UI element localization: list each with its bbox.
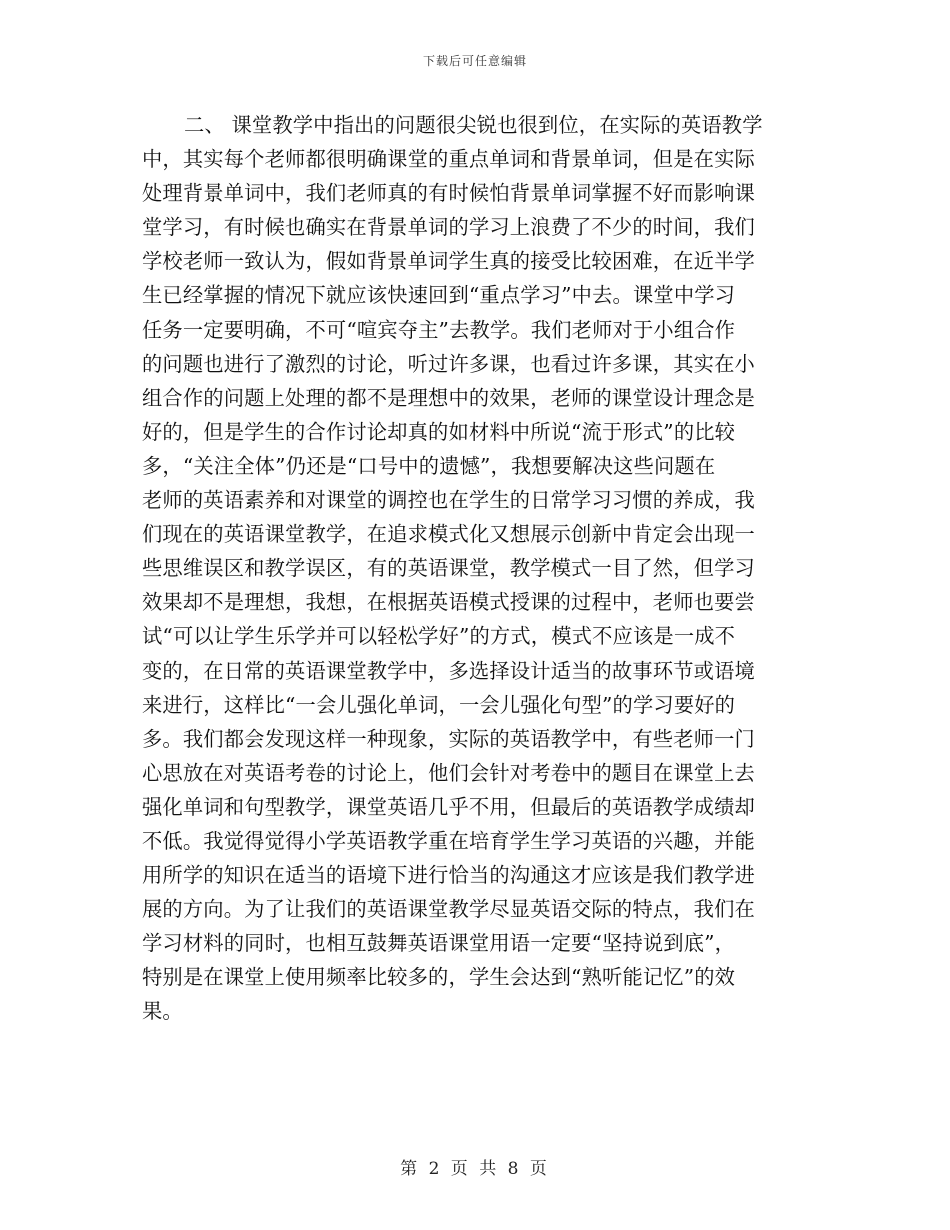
paragraph-line: 变的，在日常的英语课堂教学中，多选择设计适当的故事环节或语境: [142, 658, 755, 683]
paragraph-line: 组合作的问题上处理的都不是理想中的效果，老师的课堂设计理念是: [142, 385, 755, 410]
paragraph-line: 展的方向。为了让我们的英语课堂教学尽显英语交际的特点，我们在: [142, 897, 755, 922]
paragraph-line: 多，“关注全体”仍还是“口号中的遗憾”，我想要解决这些问题在: [142, 453, 716, 478]
paragraph-line: 处理背景单词中，我们老师真的有时候怕背景单词掌握不好而影响课: [142, 181, 755, 206]
paragraph-line: 生已经掌握的情况下就应该快速回到“重点学习”中去。课堂中学习: [142, 283, 736, 308]
paragraph-line: 多。我们都会发现这样一种现象，实际的英语教学中，有些老师一门: [142, 726, 755, 751]
paragraph-line: 来进行，这样比“一会儿强化单词，一会儿强化句型”的学习要好的: [142, 692, 736, 717]
paragraph-line: 学校老师一致认为，假如背景单词学生真的接受比较困难，在近半学: [142, 249, 755, 274]
paragraph-line: 老师的英语素养和对课堂的调控也在学生的日常学习习惯的养成，我: [142, 488, 755, 513]
paragraph-line: 二、 课堂教学中指出的问题很尖锐也很到位，在实际的英语教学: [184, 113, 763, 137]
page-footer: 第 2 页 共 8 页: [400, 1159, 550, 1179]
paragraph-line: 学习材料的同时，也相互鼓舞英语课堂用语一定要“坚持说到底”，: [142, 931, 736, 956]
paragraph-line: 中，其实每个老师都很明确课堂的重点单词和背景单词，但是在实际: [142, 147, 755, 172]
paragraph-line: 好的，但是学生的合作讨论却真的如材料中所说“流于形式”的比较: [142, 419, 736, 444]
paragraph-line: 堂学习，有时候也确实在背景单词的学习上浪费了不少的时间，我们: [142, 215, 755, 240]
paragraph-line: 不低。我觉得觉得小学英语教学重在培育学生学习英语的兴趣，并能: [142, 828, 755, 853]
paragraph-line: 用所学的知识在适当的语境下进行恰当的沟通这才应该是我们教学进: [142, 863, 755, 888]
paragraph-line: 特别是在课堂上使用频率比较多的，学生会达到“熟听能记忆”的效: [142, 965, 736, 990]
paragraph-line: 们现在的英语课堂教学，在追求模式化又想展示创新中肯定会出现一: [142, 522, 755, 547]
page-header: 下载后可任意编辑: [422, 54, 527, 68]
body-paragraph: [142, 108, 812, 1029]
paragraph-line: 强化单词和句型教学，课堂英语几乎不用，但最后的英语教学成绩却: [142, 794, 755, 819]
paragraph-line: 试“可以让学生乐学并可以轻松学好”的方式，模式不应该是一成不: [142, 624, 736, 649]
paragraph-line: 任务一定要明确，不可“喧宾夺主”去教学。我们老师对于小组合作: [142, 317, 736, 342]
paragraph-line: 果。: [142, 999, 183, 1024]
paragraph-line: 些思维误区和教学误区，有的英语课堂，教学模式一目了然，但学习: [142, 556, 755, 581]
paragraph-line: 效果却不是理想，我想，在根据英语模式授课的过程中，老师也要尝: [142, 590, 755, 615]
paragraph-line: 的问题也进行了激烈的讨论，听过许多课，也看过许多课，其实在小: [142, 351, 755, 376]
paragraph-line: 心思放在对英语考卷的讨论上，他们会针对考卷中的题目在课堂上去: [142, 760, 755, 785]
